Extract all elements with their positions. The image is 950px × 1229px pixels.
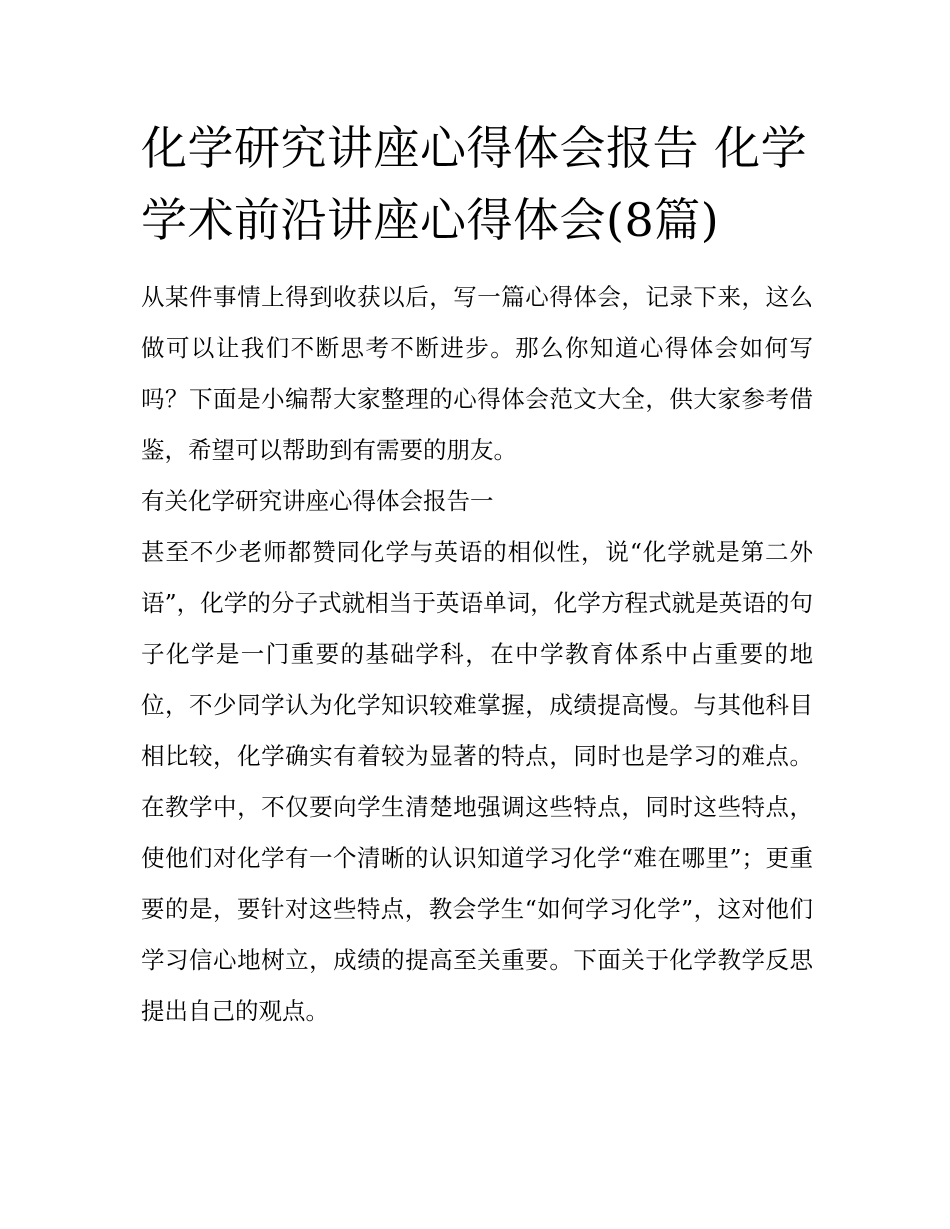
document-content <box>141 112 813 1037</box>
document-title: 化学研究讲座心得体会报告 化学学术前沿讲座心得体会(8篇) <box>141 121 808 247</box>
section-heading: 有关化学研究讲座心得体会报告一 <box>141 487 494 515</box>
intro-paragraph: 从某件事情上得到收获以后，写一篇心得体会，记录下来，这么做可以让我们不断思考不断进步。那么你知道心得体会如何写吗？下面是小编帮大家整理的心得体会范文大全，供大家参考借鉴，希望可以帮助到有需要的朋友。 <box>141 283 813 464</box>
section-body-paragraph: 甚至不少老师都赞同化学与英语的相似性，说“化学就是第二外语”，化学的分子式就相当于英语单词，化学方程式就是英语的句子化学是一门重要的基础学科，在中学教育体系中占重要的地位，不少同学认为化学知识较难掌握，成绩提高慢。与其他科目相比较，化学确实有着较为显著的特点，同时也是学习的难点。在教学中，不仅要向学生清楚地强调这些特点，同时这些特点，使他们对化学有一个清晰的认识知道学习化学“难在哪里”；更重要的是，要针对这些特点，教会学生“如何学习化学”，这对他们学习信心地树立，成绩的提高至关重要。下面关于化学教学反思提出自己的观点。 <box>141 538 813 1025</box>
